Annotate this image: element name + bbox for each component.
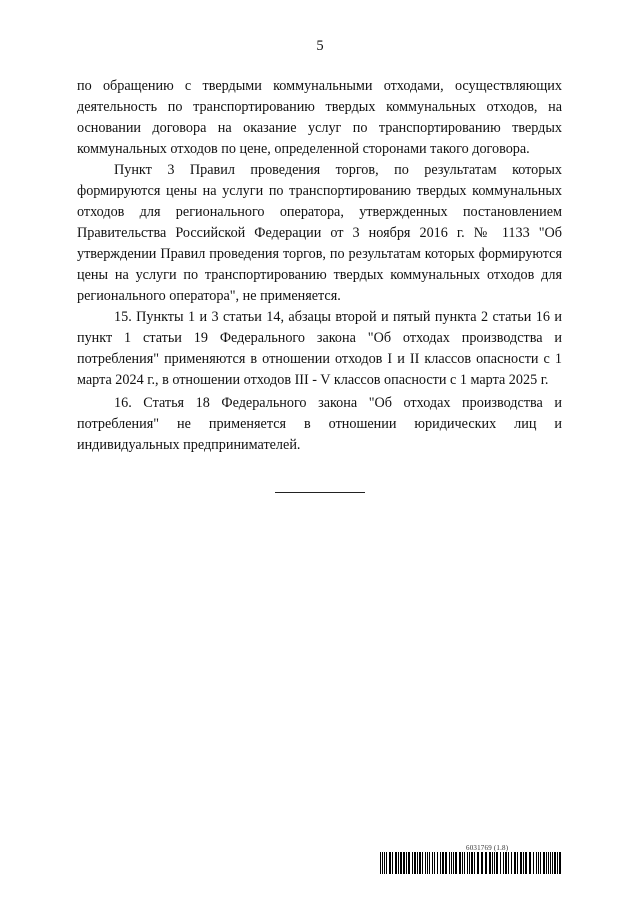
barcode-bar: [550, 852, 551, 874]
barcode-bar: [520, 852, 522, 874]
barcode-bar: [477, 852, 479, 874]
barcode-bar: [437, 852, 438, 874]
barcode-bar: [382, 852, 383, 874]
barcode-bar: [533, 852, 534, 874]
barcode-bar: [554, 852, 556, 874]
document-code: 6031769 (1.8): [466, 844, 509, 852]
barcode-bar: [552, 852, 553, 874]
paragraph-15: 15. Пункты 1 и 3 статьи 14, абзацы второй и пятый пункта 2 статьи 16 и пункт 1 статьи 19 Федерального закона "Об отходах производства и потребления" применяются в отношении отходов I и II классов опасности с 1 марта 2024 г., в отношении отходов III - V классов опасности с 1 марта 2025 г.: [77, 309, 562, 388]
barcode-bar: [417, 852, 418, 874]
barcode-bar: [453, 852, 454, 874]
barcode-bar: [514, 852, 516, 874]
barcode-bar: [543, 852, 545, 874]
document-body: [77, 76, 562, 456]
barcode-bar: [389, 852, 391, 874]
barcode-bar: [511, 852, 512, 874]
barcode-bar: [432, 852, 433, 874]
barcode-bar: [429, 852, 430, 874]
barcode-bar: [492, 852, 493, 874]
barcode-bar: [471, 852, 473, 874]
barcode-bar: [434, 852, 435, 874]
barcode-bar: [469, 852, 470, 874]
barcode-bar: [403, 852, 405, 874]
barcode-bar: [523, 852, 524, 874]
barcode-bar: [414, 852, 416, 874]
barcode-bar: [449, 852, 450, 874]
paragraph-16: 16. Статья 18 Федерального закона "Об отходах производства и потребления" не применяется в отношении юридических лиц и индивидуальных предпринимателей.: [77, 395, 562, 453]
barcode-bar: [459, 852, 461, 874]
barcode-bar: [540, 852, 541, 874]
barcode-bar: [481, 852, 483, 874]
paragraph-punkt-3: Пункт 3 Правил проведения торгов, по результатам которых формируются цены на услуги по транспортированию твердых коммунальных отходов для регионального оператора, утвержденных постановлением Правительства Российской Федерации от 3 ноября 2016 г. № 1133 "Об утверждении Правил проведения торгов, по результатам которых формируются цены на услуги по транспортированию твердых коммунальных отходов для регионального оператора", не применяется.: [77, 162, 562, 304]
barcode-bar: [392, 852, 393, 874]
barcode-bar: [548, 852, 549, 874]
page-number: 5: [316, 38, 324, 54]
barcode-bar: [440, 852, 441, 874]
barcode-bar: [408, 852, 410, 874]
barcode-bar: [380, 852, 381, 874]
barcode-bar: [489, 852, 491, 874]
end-separator-line: [275, 492, 365, 493]
barcode-bar: [496, 852, 498, 874]
barcode-bar: [494, 852, 495, 874]
barcode-bar: [406, 852, 407, 874]
barcode-bar: [538, 852, 539, 874]
barcode-bar: [384, 852, 385, 874]
barcode-bar: [467, 852, 468, 874]
barcode-bar: [474, 852, 475, 874]
barcode-bar: [455, 852, 457, 874]
barcode-bar: [557, 852, 558, 874]
barcode-bar: [462, 852, 463, 874]
barcode-bar: [525, 852, 527, 874]
barcode-bar: [398, 852, 399, 874]
barcode-bar: [503, 852, 504, 874]
barcode-bar: [451, 852, 452, 874]
barcode-bar: [464, 852, 465, 874]
barcode-bar: [395, 852, 397, 874]
barcode-bar: [442, 852, 444, 874]
barcode-bar: [508, 852, 509, 874]
barcode-bar: [386, 852, 387, 874]
barcode-bar: [517, 852, 518, 874]
barcode-bar: [529, 852, 531, 874]
barcode-bar: [425, 852, 426, 874]
barcode: [380, 852, 562, 874]
barcode-bar: [419, 852, 421, 874]
barcode-bar: [445, 852, 447, 874]
barcode-bar: [559, 852, 561, 874]
barcode-bar: [427, 852, 428, 874]
barcode-bar: [485, 852, 487, 874]
barcode-bar: [536, 852, 537, 874]
barcode-bar: [500, 852, 501, 874]
paragraph-continuation: по обращению с твердыми коммунальными отходами, осуществляющих деятельность по транспортированию твердых коммунальных отходов, на основании договора на оказание услуг по транспортированию твердых коммунальных отходов по цене, определенной сторонами такого договора.: [77, 78, 562, 157]
barcode-bar: [546, 852, 547, 874]
barcode-bar: [400, 852, 402, 874]
barcode-bar: [422, 852, 423, 874]
barcode-bar: [412, 852, 413, 874]
barcode-bar: [505, 852, 507, 874]
